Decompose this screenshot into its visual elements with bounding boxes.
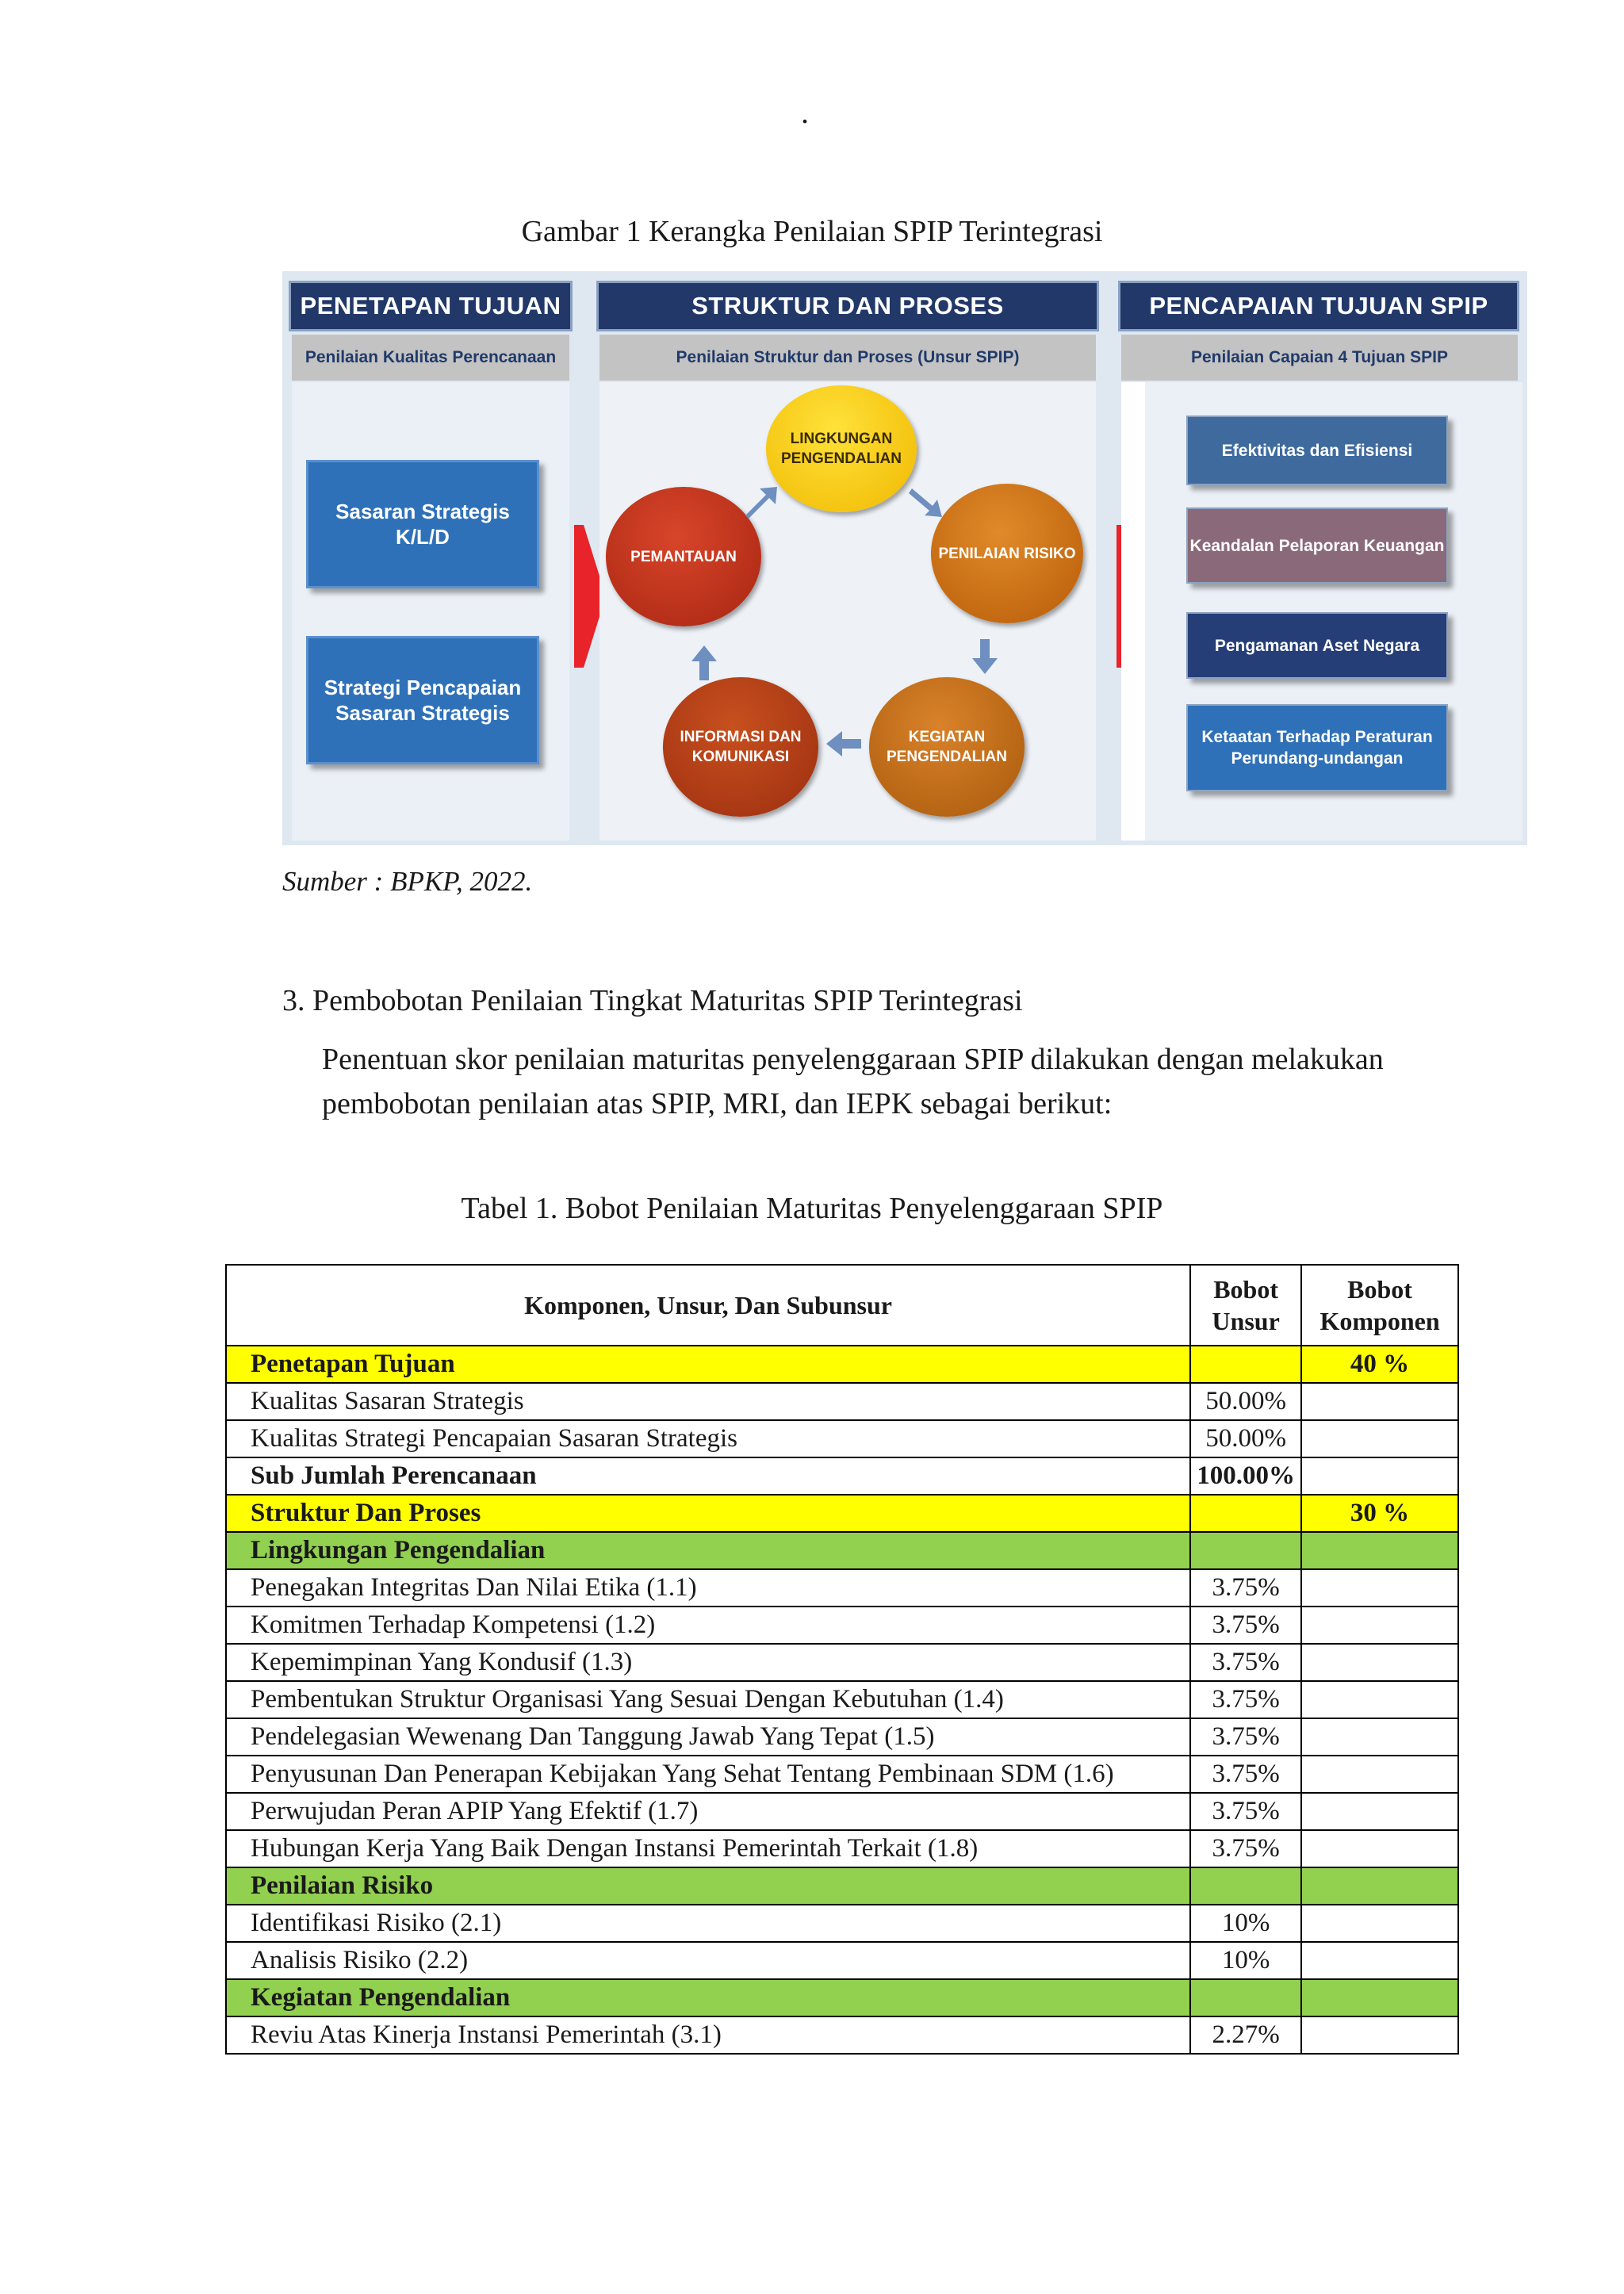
cell-bobot-komponen	[1301, 1420, 1458, 1457]
table-row	[226, 1569, 1458, 1607]
cell-bobot-unsur: 50.00%	[1190, 1383, 1301, 1420]
cell-komponen: Sub Jumlah Perencanaan	[226, 1457, 1190, 1495]
box-pengamanan: Pengamanan Aset Negara	[1186, 612, 1448, 679]
cell-bobot-komponen	[1301, 1905, 1458, 1942]
box-sasaran-strategis: Sasaran Strategis K/L/D	[306, 460, 539, 588]
panel-body-left	[292, 382, 569, 841]
cell-komponen: Penegakan Integritas Dan Nilai Etika (1.1)	[226, 1569, 1190, 1607]
table-row	[226, 1383, 1458, 1420]
table-row	[226, 1979, 1458, 2016]
cell-komponen: Penilaian Risiko	[226, 1867, 1190, 1905]
cell-bobot-komponen	[1301, 1532, 1458, 1569]
cell-bobot-komponen	[1301, 1718, 1458, 1756]
cell-bobot-unsur: 10%	[1190, 1942, 1301, 1979]
cell-bobot-unsur: 2.27%	[1190, 2016, 1301, 2054]
cell-bobot-komponen: 30 %	[1301, 1495, 1458, 1532]
cycle-arrow-icon	[742, 484, 780, 522]
table-header-row	[226, 1265, 1458, 1346]
cell-komponen: Lingkungan Pengendalian	[226, 1532, 1190, 1569]
cell-bobot-komponen	[1301, 1867, 1458, 1905]
cell-bobot-unsur	[1190, 1346, 1301, 1383]
cell-bobot-komponen	[1301, 1457, 1458, 1495]
cell-bobot-unsur: 3.75%	[1190, 1718, 1301, 1756]
header-bobot-komponen: Bobot Komponen	[1301, 1265, 1458, 1346]
cell-komponen: Kualitas Sasaran Strategis	[226, 1383, 1190, 1420]
circle-lingkungan: LINGKUNGAN PENGENDALIAN	[766, 385, 917, 512]
panel-subtitle-penetapan: Penilaian Kualitas Perencanaan	[292, 335, 569, 381]
cell-komponen: Penyusunan Dan Penerapan Kebijakan Yang Sehat Tentang Pembinaan SDM (1.6)	[226, 1756, 1190, 1793]
cycle-arrow-icon	[966, 638, 1004, 676]
cell-komponen: Reviu Atas Kinerja Instansi Pemerintah (3.1)	[226, 2016, 1190, 2054]
cell-bobot-komponen	[1301, 1830, 1458, 1867]
table-row	[226, 1756, 1458, 1793]
panel-title-penetapan: PENETAPAN TUJUAN	[289, 281, 573, 331]
cell-bobot-unsur: 3.75%	[1190, 1644, 1301, 1681]
cell-komponen: Analisis Risiko (2.2)	[226, 1942, 1190, 1979]
cell-bobot-unsur: 3.75%	[1190, 1681, 1301, 1718]
cell-bobot-komponen	[1301, 1644, 1458, 1681]
spip-framework-figure	[282, 271, 1527, 845]
cell-bobot-unsur: 100.00%	[1190, 1457, 1301, 1495]
cell-bobot-komponen	[1301, 1942, 1458, 1979]
figure-caption: Gambar 1 Kerangka Penilaian SPIP Terintegrasi	[521, 215, 1103, 248]
section-heading: 3. Pembobotan Penilaian Tingkat Maturitas SPIP Terintegrasi	[282, 984, 1023, 1017]
box-strategi-pencapaian: Strategi Pencapaian Sasaran Strategis	[306, 636, 539, 764]
cell-komponen: Kegiatan Pengendalian	[226, 1979, 1190, 2016]
cell-bobot-unsur	[1190, 1532, 1301, 1569]
table-body	[226, 1346, 1458, 2054]
cell-komponen: Identifikasi Risiko (2.1)	[226, 1905, 1190, 1942]
cell-bobot-unsur: 3.75%	[1190, 1569, 1301, 1607]
bobot-table	[225, 1264, 1459, 2055]
cell-bobot-komponen	[1301, 1569, 1458, 1607]
box-keandalan: Keandalan Pelaporan Keuangan	[1186, 507, 1448, 584]
panel-title-struktur: STRUKTUR DAN PROSES	[596, 281, 1099, 331]
table-row	[226, 1905, 1458, 1942]
cell-komponen: Hubungan Kerja Yang Baik Dengan Instansi Pemerintah Terkait (1.8)	[226, 1830, 1190, 1867]
figure-source: Sumber : BPKP, 2022.	[282, 866, 533, 897]
cell-komponen: Penetapan Tujuan	[226, 1346, 1190, 1383]
cell-bobot-komponen	[1301, 2016, 1458, 2054]
cycle-arrow-icon	[909, 482, 947, 520]
cell-bobot-unsur: 3.75%	[1190, 1607, 1301, 1644]
table-row	[226, 1420, 1458, 1457]
table-row	[226, 1867, 1458, 1905]
table-row	[226, 1607, 1458, 1644]
panel-title-pencapaian: PENCAPAIAN TUJUAN SPIP	[1118, 281, 1519, 331]
cell-bobot-unsur	[1190, 1495, 1301, 1532]
cell-bobot-komponen	[1301, 1979, 1458, 2016]
cell-komponen: Struktur Dan Proses	[226, 1495, 1190, 1532]
cell-bobot-komponen	[1301, 1681, 1458, 1718]
box-ketaatan: Ketaatan Terhadap Peraturan Perundang-undangan	[1186, 704, 1448, 791]
table-caption: Tabel 1. Bobot Penilaian Maturitas Penyelenggaraan SPIP	[461, 1192, 1163, 1225]
table-row	[226, 1942, 1458, 1979]
table-row	[226, 1718, 1458, 1756]
circle-pemantauan: PEMANTAUAN	[606, 487, 761, 626]
cell-komponen: Perwujudan Peran APIP Yang Efektif (1.7)	[226, 1793, 1190, 1830]
circle-kegiatan: KEGIATAN PENGENDALIAN	[869, 677, 1025, 817]
table-row	[226, 1457, 1458, 1495]
cell-bobot-komponen	[1301, 1383, 1458, 1420]
header-komponen: Komponen, Unsur, Dan Subunsur	[226, 1265, 1190, 1346]
table-row	[226, 1681, 1458, 1718]
cycle-arrow-icon	[685, 644, 723, 682]
circle-penilaian-risiko: PENILAIAN RISIKO	[931, 484, 1083, 623]
cell-bobot-unsur: 10%	[1190, 1905, 1301, 1942]
cell-komponen: Pendelegasian Wewenang Dan Tanggung Jawab Yang Tepat (1.5)	[226, 1718, 1190, 1756]
table-row	[226, 2016, 1458, 2054]
table-row	[226, 1346, 1458, 1383]
circle-informasi: INFORMASI DAN KOMUNIKASI	[663, 677, 818, 817]
header-bobot-unsur: Bobot Unsur	[1190, 1265, 1301, 1346]
panel-subtitle-pencapaian: Penilaian Capaian 4 Tujuan SPIP	[1121, 335, 1518, 381]
cell-bobot-komponen	[1301, 1793, 1458, 1830]
table-row	[226, 1793, 1458, 1830]
cell-komponen: Pembentukan Struktur Organisasi Yang Sesuai Dengan Kebutuhan (1.4)	[226, 1681, 1190, 1718]
cell-bobot-unsur: 50.00%	[1190, 1420, 1301, 1457]
cell-bobot-unsur	[1190, 1867, 1301, 1905]
table-row	[226, 1830, 1458, 1867]
page-mark: .	[801, 94, 809, 130]
cell-komponen: Kualitas Strategi Pencapaian Sasaran Strategis	[226, 1420, 1190, 1457]
cell-bobot-unsur: 3.75%	[1190, 1793, 1301, 1830]
panel-gap	[1121, 382, 1145, 841]
cycle-arrow-icon	[825, 725, 863, 763]
cell-bobot-unsur	[1190, 1979, 1301, 2016]
table-row	[226, 1644, 1458, 1681]
panel-subtitle-struktur: Penilaian Struktur dan Proses (Unsur SPIP)	[599, 335, 1096, 381]
cell-bobot-komponen: 40 %	[1301, 1346, 1458, 1383]
cell-bobot-unsur: 3.75%	[1190, 1756, 1301, 1793]
cell-komponen: Kepemimpinan Yang Kondusif (1.3)	[226, 1644, 1190, 1681]
cell-komponen: Komitmen Terhadap Kompetensi (1.2)	[226, 1607, 1190, 1644]
cell-bobot-komponen	[1301, 1607, 1458, 1644]
cell-bobot-unsur: 3.75%	[1190, 1830, 1301, 1867]
section-paragraph: Penentuan skor penilaian maturitas penyelenggaraan SPIP dilakukan dengan melakukan pembobotan penilaian atas SPIP, MRI, dan IEPK sebagai berikut:	[322, 1043, 1384, 1120]
cell-bobot-komponen	[1301, 1756, 1458, 1793]
table-row	[226, 1495, 1458, 1532]
table-row	[226, 1532, 1458, 1569]
box-efektivitas: Efektivitas dan Efisiensi	[1186, 416, 1448, 485]
